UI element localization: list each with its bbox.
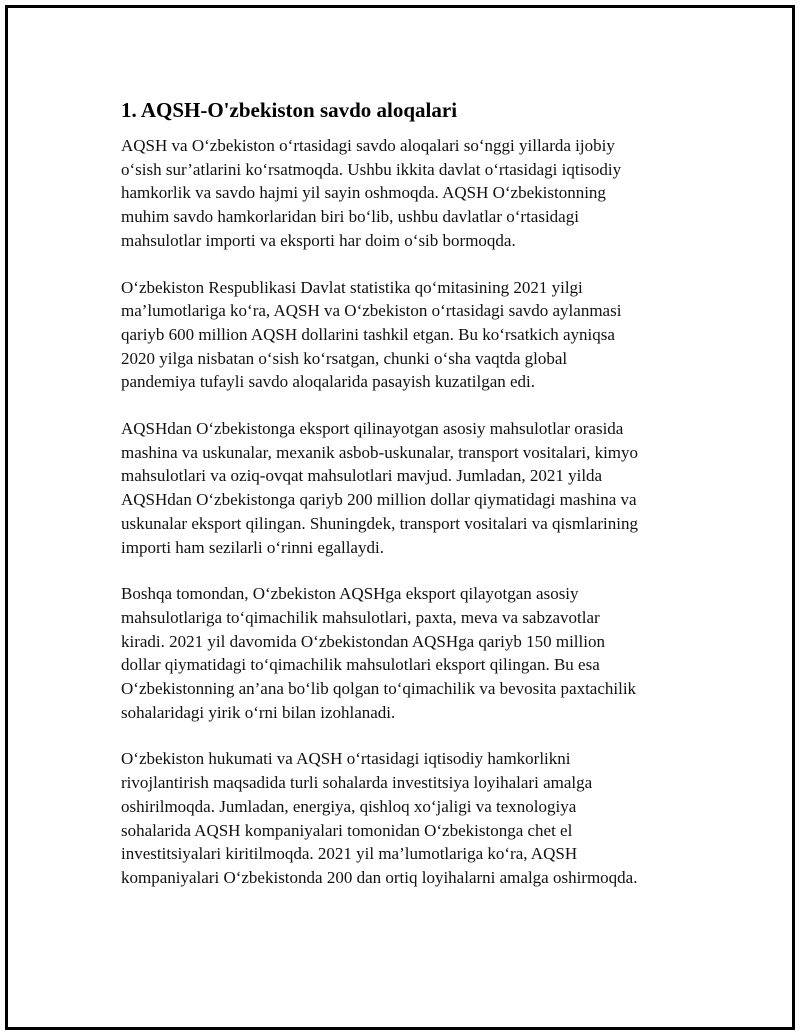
paragraph-line: mahsulotlari va oziq-ovqat mahsulotlari mavjud. Jumladan, 2021 yilda [121,466,603,486]
paragraph-list [121,134,701,890]
paragraph [121,276,701,395]
paragraph-line: Boshqa tomondan, O‘zbekiston AQSHga eksport qilayotgan asosiy [121,584,579,604]
paragraph-line: oshirilmoqda. Jumladan, energiya, qishloq xo‘jaligi va texnologiya [121,796,577,816]
paragraph-line: qariyb 600 million AQSH dollarini tashkil etgan. Bu ko‘rsatkich ayniqsa [121,324,615,344]
paragraph-line: mahsulotlar importi va eksporti har doim o‘sib bormoqda. [121,230,516,250]
paragraph-line: mahsulotlariga to‘qimachilik mahsulotlari, paxta, meva va sabzavotlar [121,607,600,627]
paragraph-line: AQSHdan O‘zbekistonga qariyb 200 million dollar qiymatidagi mashina va [121,490,637,510]
paragraph-line: pandemiya tufayli savdo aloqalarida pasayish kuzatilgan edi. [121,372,536,392]
document-body [121,96,701,913]
paragraph-line: O‘zbekiston Respublikasi Davlat statistika qo‘mitasining 2021 yilgi [121,277,583,297]
section-heading: 1. AQSH-O'zbekiston savdo aloqalari [121,98,458,122]
paragraph-line: hamkorlik va savdo hajmi yil sayin oshmoqda. AQSH O‘zbekistonning [121,183,606,203]
paragraph-line: kiradi. 2021 yil davomida O‘zbekistondan AQSHga qariyb 150 million [121,631,605,651]
paragraph [121,417,701,559]
paragraph [121,747,701,889]
paragraph-line: importi ham sezilarli o‘rinni egallaydi. [121,537,384,557]
paragraph-line: sohalarida AQSH kompaniyalari tomonidan O‘zbekistonga chet el [121,820,573,840]
page-frame [5,5,795,1030]
paragraph-line: 2020 yilga nisbatan o‘sish ko‘rsatgan, chunki o‘sha vaqtda global [121,348,568,368]
paragraph-line: kompaniyalari O‘zbekistonda 200 dan ortiq loyihalarni amalga oshirmoqda. [121,867,638,887]
paragraph-line: ma’lumotlariga ko‘ra, AQSH va O‘zbekiston o‘rtasidagi savdo aylanmasi [121,301,622,321]
paragraph-line: o‘sish sur’atlarini ko‘rsatmoqda. Ushbu ikkita davlat o‘rtasidagi iqtisodiy [121,159,622,179]
paragraph-line: AQSHdan O‘zbekistonga eksport qilinayotgan asosiy mahsulotlar orasida [121,419,624,439]
paragraph-line: O‘zbekistonning an’ana bo‘lib qolgan to‘qimachilik va bevosita paxtachilik [121,679,637,699]
paragraph-line: uskunalar eksport qilingan. Shuningdek, transport vositalari va qismlarining [121,513,638,533]
paragraph-line: mashina va uskunalar, mexanik asbob-uskunalar, transport vositalari, kimyo [121,442,639,462]
paragraph-line: rivojlantirish maqsadida turli sohalarda investitsiya loyihalari amalga [121,773,593,793]
paragraph-line: muhim savdo hamkorlaridan biri bo‘lib, ushbu davlatlar o‘rtasidagi [121,207,579,227]
paragraph [121,582,701,724]
paragraph-line: O‘zbekiston hukumati va AQSH o‘rtasidagi iqtisodiy hamkorlikni [121,749,571,769]
paragraph-line: investitsiyalari kiritilmoqda. 2021 yil ma’lumotlariga ko‘ra, AQSH [121,844,578,864]
paragraph-line: sohalaridagi yirik o‘rni bilan izohlanadi. [121,702,396,722]
paragraph-line: AQSH va O‘zbekiston o‘rtasidagi savdo aloqalari so‘nggi yillarda ijobiy [121,136,615,155]
paragraph [121,134,701,253]
paragraph-line: dollar qiymatidagi to‘qimachilik mahsulotlari eksport qilingan. Bu esa [121,655,600,675]
